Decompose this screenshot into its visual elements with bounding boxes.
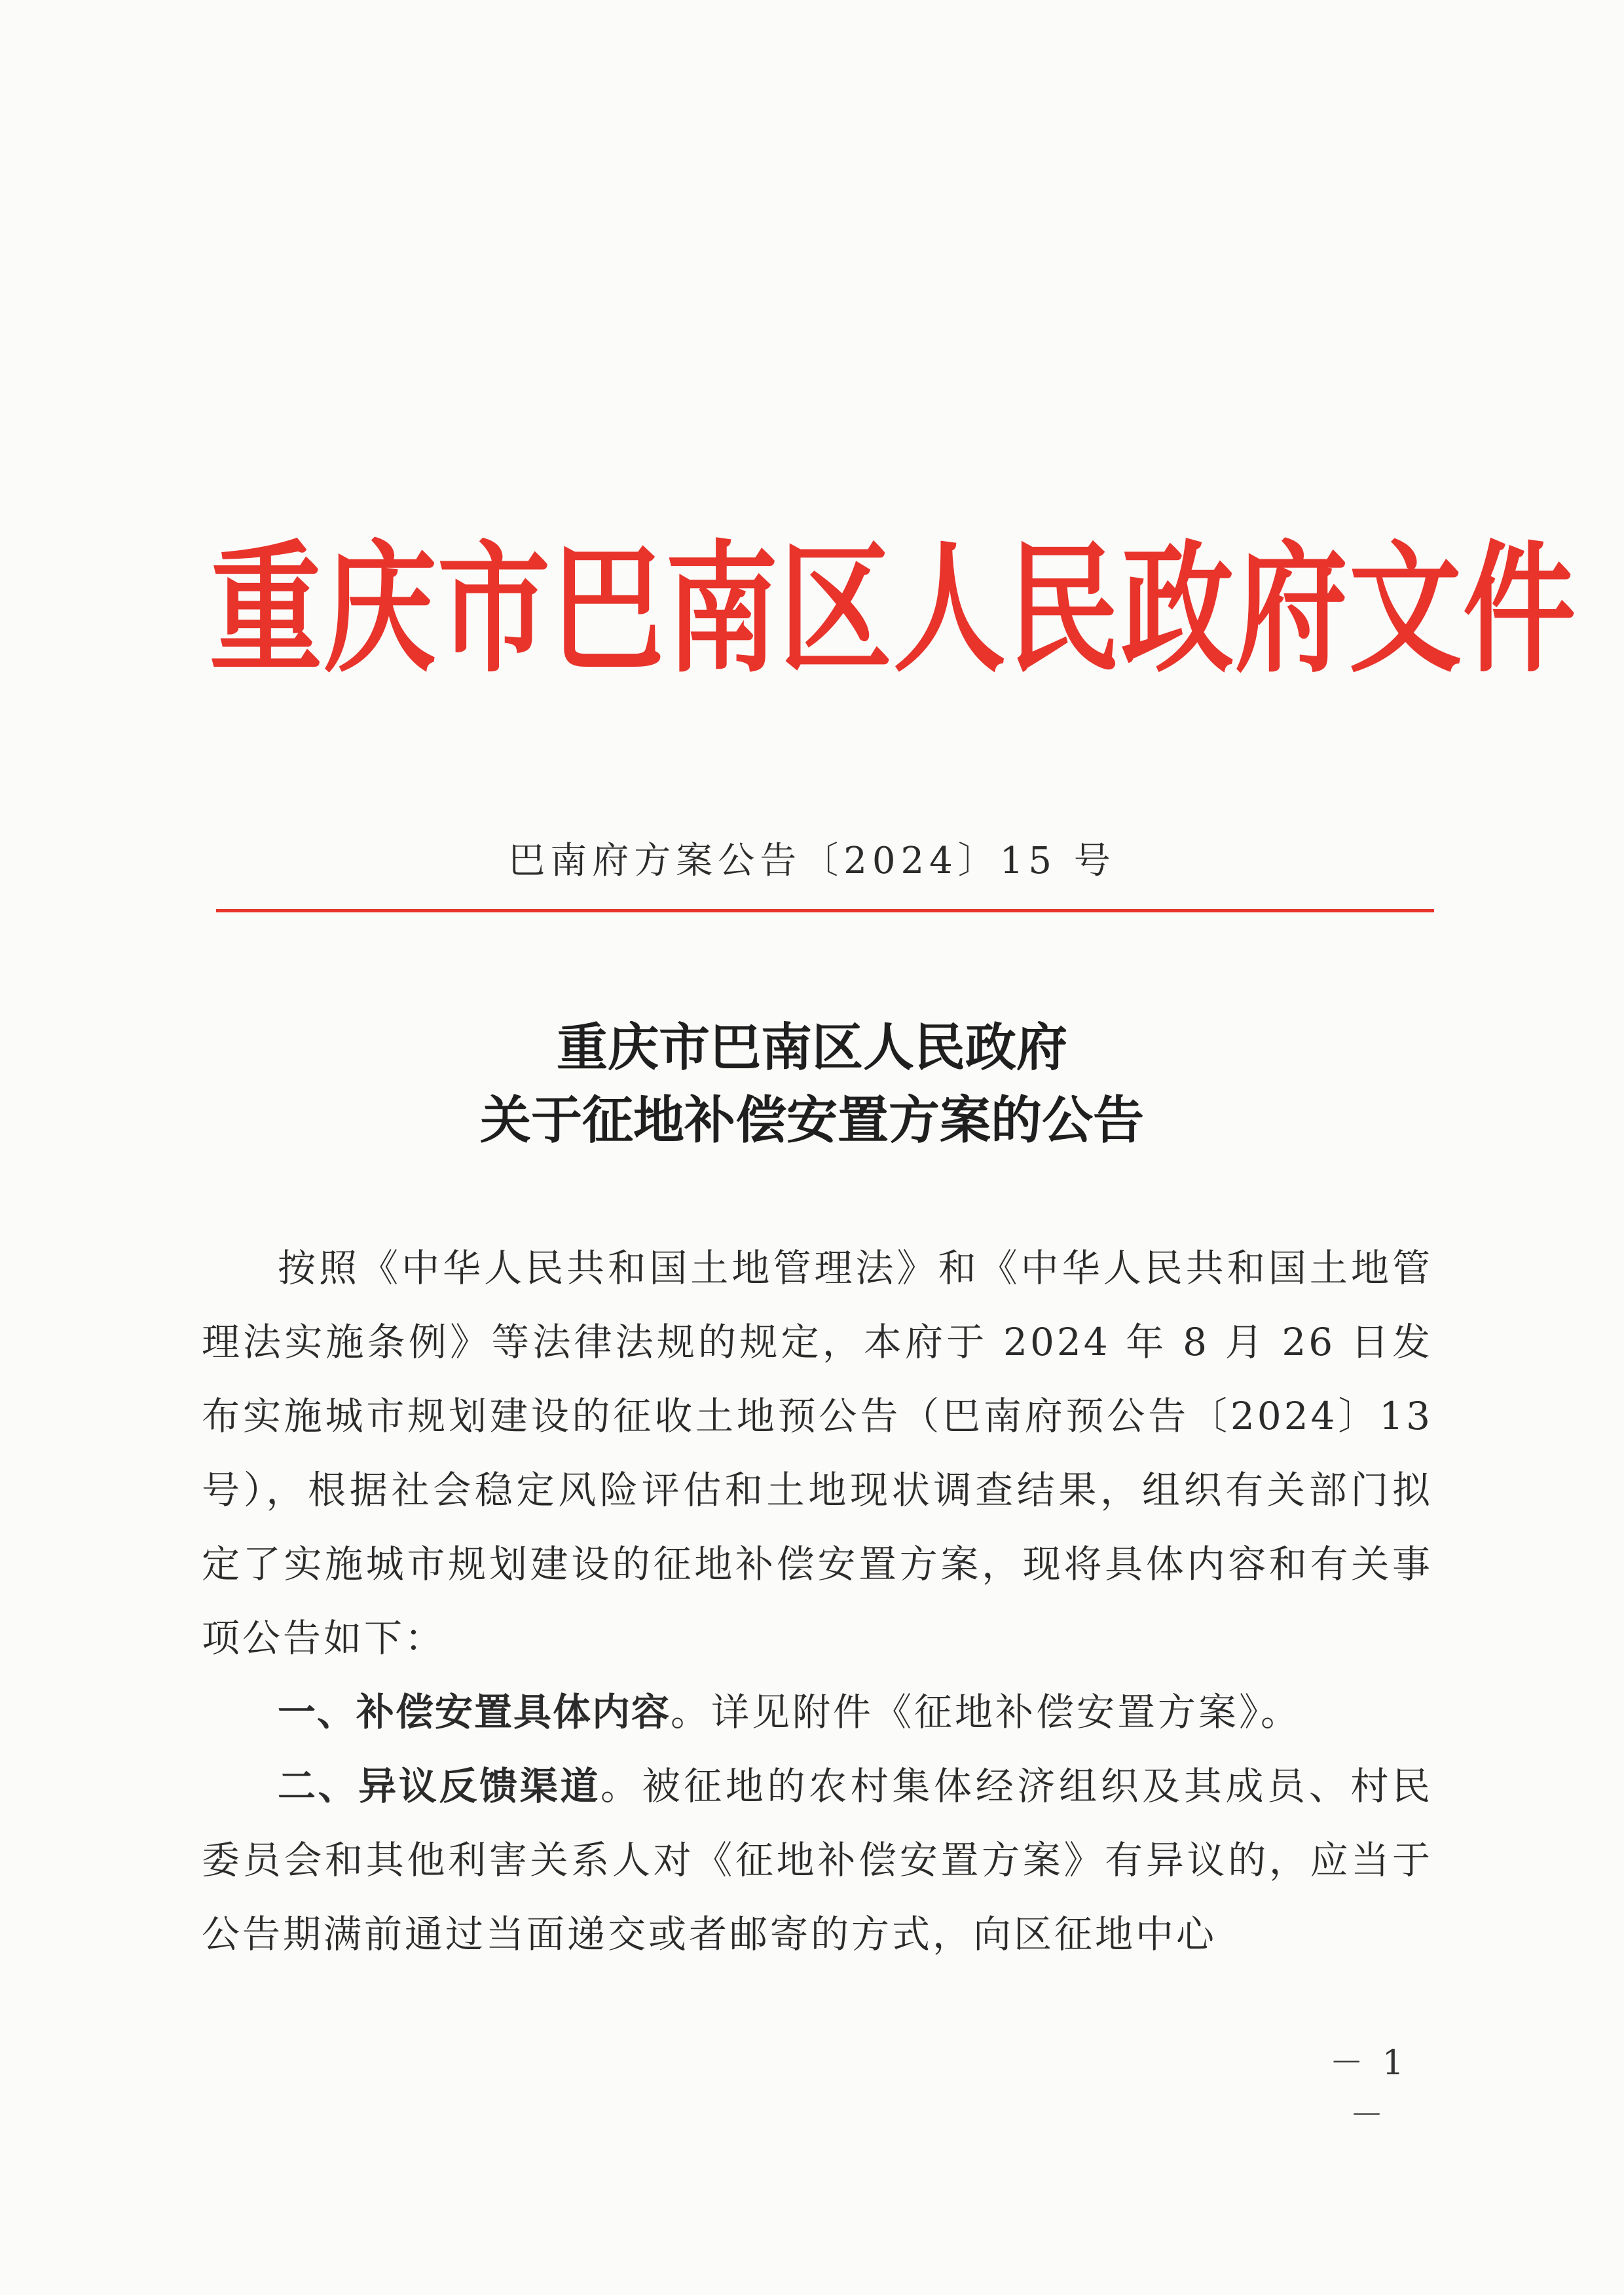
section-2-text: 。被征地的农村集体经济组织及其成员、村民委员会和其他利害关系人对《征地补偿安置方案》有异议的，应当于公告期满前通过当面递交或者邮寄的方式，向区征地中心 [202,1764,1433,1956]
section-2-heading: 二、异议反馈渠道 [278,1764,601,1808]
red-divider-line [216,909,1434,912]
section-2-paragraph [202,1749,1433,1971]
announcement-title-line-2: 关于征地补偿安置方案的公告 [479,1091,1144,1150]
announcement-title-line-1: 重庆市巴南区人民政府 [556,1018,1067,1077]
masthead-title: 重庆市巴南区人民政府文件 [210,525,1577,692]
announcement-body [202,1231,1433,1971]
document-number: 巴南府方案公告〔2024〕15 号 [508,840,1116,882]
section-1-heading: 一、补偿安置具体内容 [278,1690,671,1734]
intro-paragraph: 按照《中华人民共和国土地管理法》和《中华人民共和国土地管理法实施条例》等法律法规的规定，本府于 2024 年 8 月 26 日发布实施城市规划建设的征收土地预公告（巴南府预公告〔2024〕13 号），根据社会稳定风险评估和土地现状调查结果，组织有关部门拟定了实施城市规划建设的征地补偿安置方案，现将具体内容和有关事项公告如下： [202,1246,1433,1660]
page-number: － 1 － [1329,2043,1408,2135]
section-1-paragraph [202,1675,1433,1749]
section-1-text: 。详见附件《征地补偿安置方案》。 [671,1690,1302,1734]
